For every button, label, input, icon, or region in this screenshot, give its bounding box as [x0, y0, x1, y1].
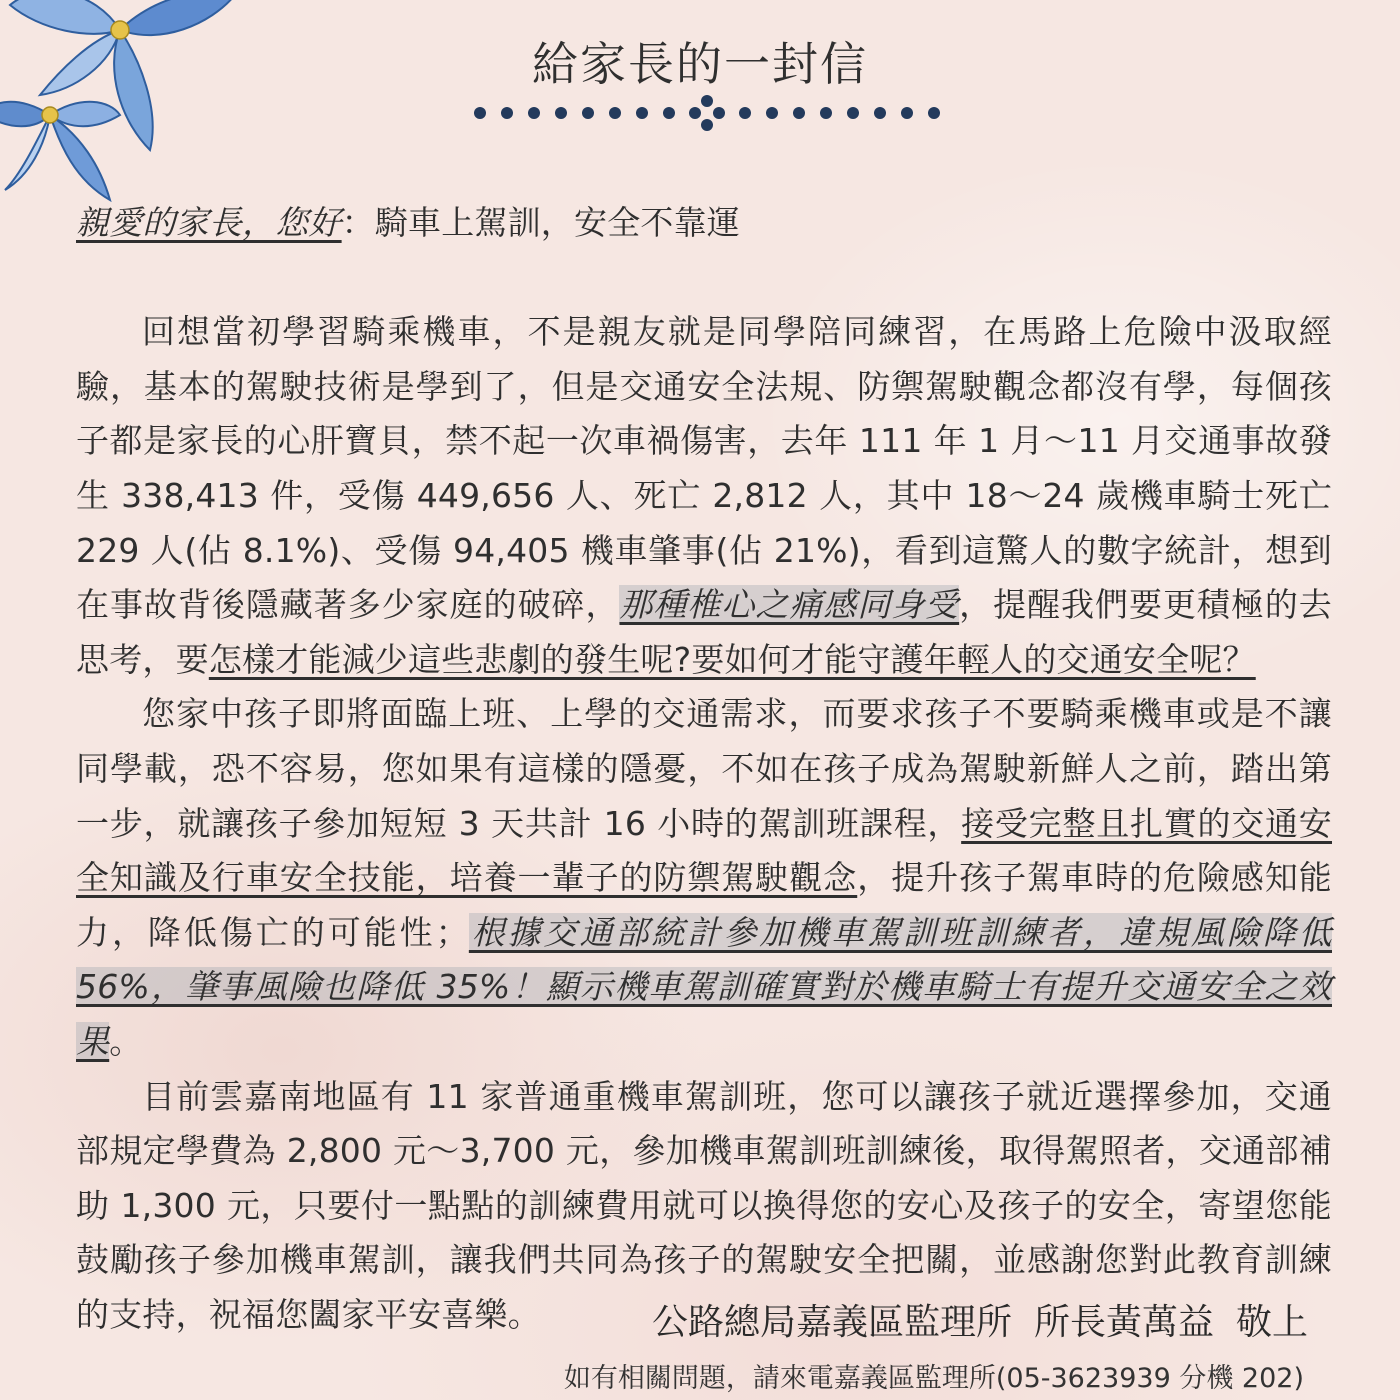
greeting-separator: ： [341, 203, 375, 242]
signature [652, 1294, 1308, 1345]
greeting-line [76, 196, 1332, 251]
paragraph-2-end: 。 [109, 1021, 143, 1061]
salutation: 親愛的家長，您好 [76, 203, 342, 242]
paragraph-2 [76, 687, 1332, 1069]
greeting-slogan: 騎車上駕訓，安全不靠運 [374, 203, 741, 242]
dotted-divider [462, 92, 952, 134]
paragraph-2-highlight: 根據交通部統計參加機車駕訓班訓練者，違規風險降低 56%，肇事風險也降低 35%！顯示機車駕訓確實對於機車騎士有提升交通安全之效果 [76, 912, 1332, 1061]
paragraph-2-underlined: 接受完整且扎實的交通安全知識及行車安全技能，培養一輩子的防禦駕駛觀念 [76, 803, 1332, 898]
paragraph-2-text: 您家中孩子即將面臨上班、上學的交通需求，而要求孩子不要騎乘機車或是不讓同學載，恐不容易，您如果有這樣的隱憂，不如在孩子成為駕駛新鮮人之前，踏出第一步，就讓孩子參加短短 3 天共計 16 小時的駕訓班課程， [76, 694, 1332, 843]
letter-body [76, 196, 1332, 1342]
signature-title: 所長黃萬益 [1033, 1302, 1214, 1343]
paragraph-1-highlight: 那種椎心之痛感同身受 [619, 585, 960, 625]
signature-org: 公路總局嘉義區監理所 [651, 1302, 1012, 1343]
paragraph-1-text-2: ，提醒我們要更積極的去思考，要 [76, 585, 1333, 679]
contact-info: 如有相關問題，請來電嘉義區監理所(05-3623939 分機 202) [563, 1363, 1304, 1394]
paragraph-2-text-2: ，提升孩子駕車時的危險感知能力，降低傷亡的可能性； [76, 858, 1332, 952]
page-title: 給家長的一封信 [532, 37, 868, 91]
paragraph-1-text: 回想當初學習騎乘機車，不是親友就是同學陪同練習，在馬路上危險中汲取經驗，基本的駕駛技術是學到了，但是交通安全法規、防禦駕駛觀念都沒有學，每個孩子都是家長的心肝寶貝，禁不起一次車禍傷害，去年 111 年 1 月～11 月交通事故發生 338,413 件，受傷 449,656 人、死亡 2,812 人，其中 18～24 歲機車騎士死亡 229 人(佔 8.1%)、受傷 94,405 機車肇事(佔 21%)，看到這驚人的數字統計，想到在事故背後隱藏著多少家庭的破碎， [76, 312, 1332, 625]
signature-closing: 敬上 [1235, 1302, 1308, 1343]
paragraph-3: 目前雲嘉南地區有 11 家普通重機車駕訓班，您可以讓孩子就近選擇參加，交通部規定學費為 2,800 元～3,700 元，參加機車駕訓班訓練後，取得駕照者，交通部補助 1,300 元，只要付一點點的訓練費用就可以換得您的安心及孩子的安全，寄望您能鼓勵孩子參加機車駕訓，讓我們共同為孩子的駕駛安全把關，並感謝您對此教育訓練的支持，祝福您闔家平安喜樂。 [76, 1076, 1332, 1334]
paragraph-1-underlined: 怎樣才能減少這些悲劇的發生呢?要如何才能守護年輕人的交通安全呢？ [208, 639, 1256, 679]
paragraph-1 [76, 305, 1332, 687]
